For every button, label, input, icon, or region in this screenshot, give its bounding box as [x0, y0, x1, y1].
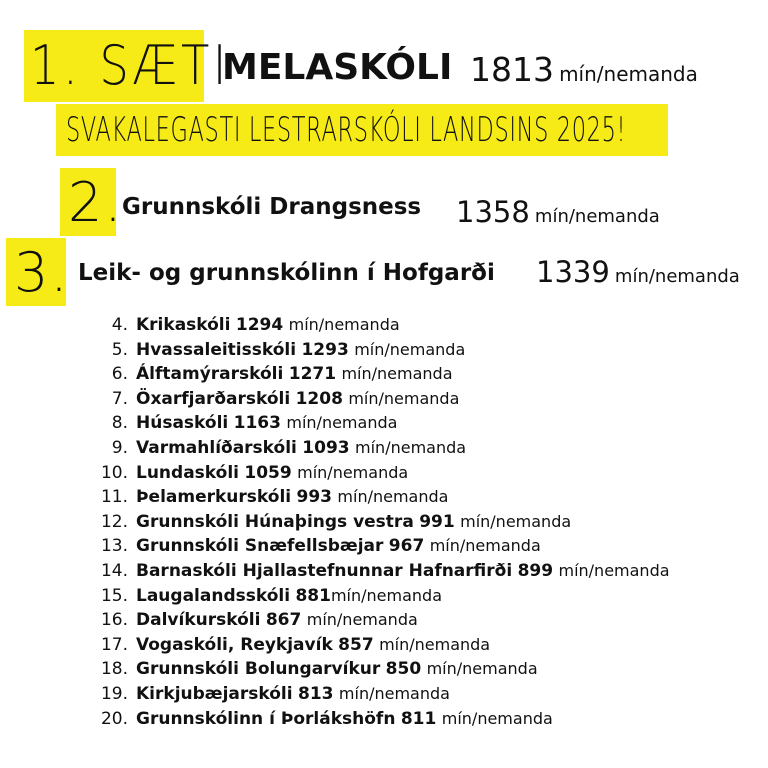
- rank-school: Varmahlíðarskóli: [136, 437, 297, 458]
- rank-school: Grunnskóli Bolungarvíkur: [136, 659, 381, 680]
- list-item: [84, 338, 670, 363]
- rank-number: 6.: [111, 364, 128, 385]
- third-place-value: 1339: [536, 255, 610, 289]
- rank-value: 850: [385, 659, 422, 680]
- rank-number: 14.: [100, 560, 128, 581]
- list-item: [84, 510, 670, 535]
- rank-value: 1163: [233, 413, 281, 434]
- second-place-school: Grunnskóli Drangsness: [122, 194, 422, 220]
- rank-school: Laugalandsskóli: [136, 585, 291, 606]
- rank-number: 10.: [100, 462, 128, 483]
- rank-unit: mín/nemanda: [330, 585, 442, 605]
- rank-number: 11.: [100, 487, 128, 508]
- rank-number: 7.: [111, 388, 128, 409]
- list-item: [84, 657, 670, 682]
- first-place-score: [470, 48, 698, 98]
- first-place-school: MELASKÓLI: [222, 47, 453, 88]
- rank-unit: mín/nemanda: [429, 536, 541, 556]
- rank-number: 20.: [100, 708, 128, 729]
- first-place-badge: 1. SÆTI: [30, 34, 230, 97]
- rank-unit: mín/nemanda: [460, 511, 572, 531]
- rank-unit: mín/nemanda: [379, 634, 491, 654]
- rank-unit: mín/nemanda: [426, 659, 538, 679]
- rank-value: 1294: [235, 315, 284, 335]
- rank-number: 8.: [111, 413, 128, 434]
- second-place-badge: 2.: [68, 171, 124, 234]
- rank-value: 1208: [295, 388, 343, 409]
- rank-unit: mín/nemanda: [338, 683, 450, 703]
- rank-value: 967: [388, 536, 425, 557]
- rank-unit: mín/nemanda: [341, 364, 453, 384]
- rank-school: Hvassaleitisskóli: [136, 339, 297, 360]
- second-place-unit: mín/nemanda: [534, 206, 660, 227]
- list-item: [84, 436, 670, 461]
- rank-school: Álftamýrarskóli: [136, 364, 284, 385]
- rank-value: 811: [400, 708, 437, 729]
- rank-number: 19.: [100, 683, 128, 704]
- list-item: [84, 608, 670, 633]
- rank-unit: mín/nemanda: [355, 437, 467, 457]
- rank-number: 17.: [100, 634, 128, 655]
- rank-school: Þelamerkurskóli: [136, 487, 292, 508]
- list-item: [84, 313, 670, 338]
- third-place-score: [536, 254, 740, 295]
- first-place-value: 1813: [470, 50, 554, 89]
- rank-value: 1271: [288, 364, 337, 385]
- rank-school: Grunnskóli Snæfellsbæjar: [136, 536, 384, 557]
- rank-value: 867: [265, 610, 302, 631]
- rank-value: 1093: [302, 437, 350, 458]
- rank-school: Kirkjubæjarskóli: [136, 683, 293, 704]
- rank-unit: mín/nemanda: [558, 560, 670, 580]
- list-item: [84, 633, 670, 658]
- first-place-tagline: SVAKALEGASTI LESTRARSKÓLI LANDSINS 2025!: [66, 110, 627, 150]
- rank-value: 881: [295, 585, 331, 606]
- rank-value: 813: [298, 683, 334, 704]
- rank-school: Grunnskóli Húnaþings vestra: [136, 511, 414, 532]
- rank-unit: mín/nemanda: [306, 610, 418, 630]
- rank-number: 4.: [111, 315, 128, 335]
- rank-school: Vogaskóli, Reykjavík: [136, 634, 333, 655]
- rank-unit: mín/nemanda: [348, 388, 460, 408]
- list-item: [84, 411, 670, 436]
- rank-school: Krikaskóli: [136, 315, 231, 335]
- third-place-badge: 3.: [14, 241, 70, 304]
- rank-value: 991: [419, 511, 455, 532]
- list-item: [84, 534, 670, 559]
- rank-value: 857: [338, 634, 374, 655]
- second-place-value: 1358: [456, 195, 530, 229]
- list-item: [84, 461, 670, 486]
- rank-unit: mín/nemanda: [297, 462, 409, 482]
- third-place-unit: mín/nemanda: [614, 266, 740, 287]
- rank-value: 899: [517, 560, 554, 581]
- rank-unit: mín/nemanda: [354, 339, 466, 359]
- rank-school: Húsaskóli: [136, 413, 229, 434]
- rank-school: Grunnskólinn í Þorlákshöfn: [136, 708, 396, 729]
- third-place-school: Leik- og grunnskólinn í Hofgarði: [78, 260, 495, 286]
- list-item: [84, 559, 670, 584]
- list-item: [84, 387, 670, 412]
- rank-number: 16.: [100, 610, 128, 631]
- rank-school: Lundaskóli: [136, 462, 239, 483]
- rank-school: Öxarfjarðarskóli: [136, 388, 291, 409]
- list-item: [84, 584, 670, 609]
- list-item: [84, 682, 670, 707]
- rank-number: 13.: [100, 536, 128, 557]
- rank-number: 5.: [111, 339, 128, 360]
- rank-number: 9.: [111, 437, 128, 458]
- rank-number: 12.: [100, 511, 128, 532]
- rank-unit: mín/nemanda: [337, 487, 449, 507]
- rankings-list: [84, 313, 670, 731]
- rank-number: 15.: [100, 585, 128, 606]
- rank-unit: mín/nemanda: [288, 315, 400, 334]
- rank-value: 1059: [244, 462, 292, 483]
- list-item: [84, 485, 670, 510]
- first-place-unit: mín/nemanda: [559, 62, 698, 86]
- rank-value: 993: [296, 487, 332, 508]
- list-item: [84, 707, 670, 732]
- rank-school: Dalvíkurskóli: [136, 610, 261, 631]
- rank-school: Barnaskóli Hjallastefnunnar Hafnarfirði: [136, 560, 513, 581]
- rank-number: 18.: [100, 659, 128, 680]
- rank-unit: mín/nemanda: [286, 413, 398, 433]
- rank-value: 1293: [301, 339, 349, 360]
- rank-unit: mín/nemanda: [441, 708, 553, 728]
- second-place-score: [456, 194, 660, 235]
- list-item: [84, 362, 670, 387]
